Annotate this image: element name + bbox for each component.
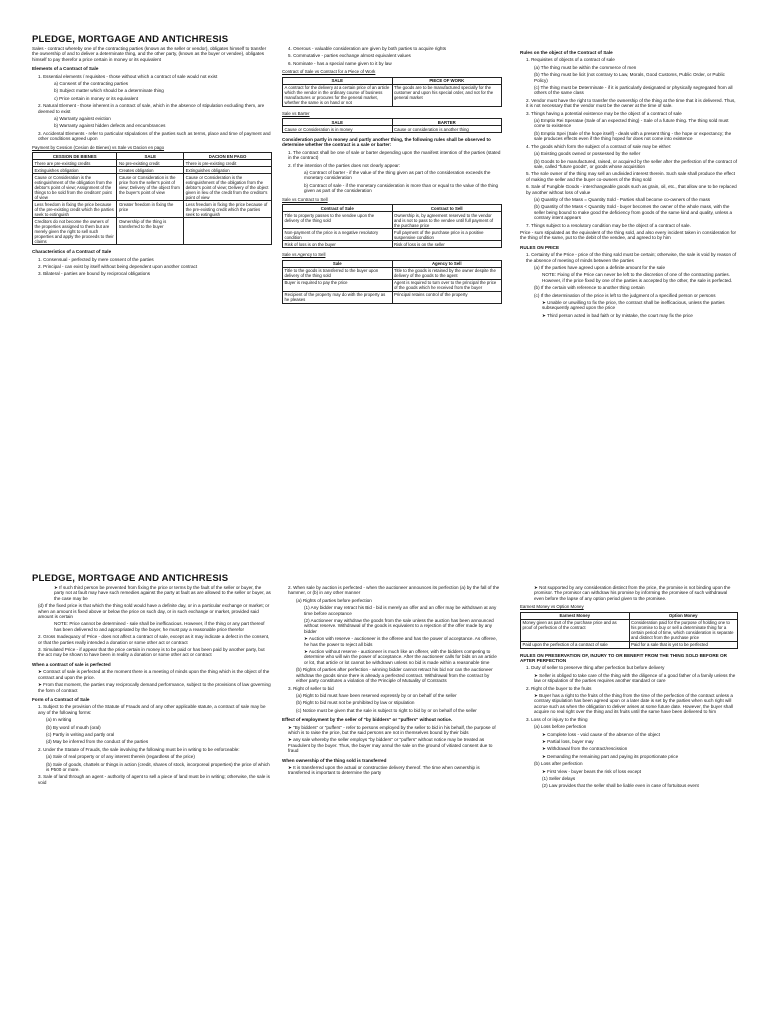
list-item: (a) Loss before perfection	[534, 724, 587, 730]
list-item: (c) Notice must be given that the sale is subject to right to bid by or on behalf of the seller	[296, 707, 477, 713]
list-item: 3. Right of seller to bid	[288, 685, 334, 691]
table-header-cell: SALE	[117, 153, 184, 160]
list-item: (d) If the fixed price is that which the thing sold would have a definite day, or in a particular exchange or market; or when an amount is fixed above or below the price on such day, or in such exchange or market, provided said amount is certain	[38, 603, 270, 620]
table-cell: Title to property passes to the vendee upon the delivery of the thing sold	[283, 212, 393, 229]
table-row	[283, 279, 502, 291]
table-cell: Extinguishes obligation	[33, 167, 117, 174]
page-title: PLEDGE, MORTGAGE AND ANTICHRESIS	[32, 573, 229, 584]
table-header-cell: BARTER	[392, 119, 502, 126]
list-item: 3. Things having a potential existence may be the object of a contract of sale	[526, 110, 682, 116]
table-row	[33, 218, 272, 245]
list-item: 2. Gross Inadequacy of Price - does not affect a contract of sale, except as it may indicate a defect in the consent, or that the parties really intended a donation or some other act or contract	[38, 634, 270, 645]
list-item: 1. Duty of seller to preserve thing after perfection but before delivery	[526, 665, 665, 671]
document-page-1	[0, 0, 768, 500]
table-caption: Sale vs Contract to Sell	[282, 196, 328, 202]
list-item: (b) By word of mouth (oral)	[46, 724, 101, 730]
table-header-cell: Earnest Money	[521, 612, 630, 619]
table-header-cell: PIECE OF WORK	[392, 77, 502, 84]
sale-vs-contract-to-sell-table	[282, 204, 502, 248]
table-row	[283, 267, 502, 279]
list-item: 1. Subject to the provision of the Statute of Frauds and of any other applicable statute, a contract of sale may be any of the following forms:	[38, 704, 266, 715]
list-item: (b) Sale of goods, chattels or things in action (credit, shares of stock, incorporeal properties) the price of which is P500 or more.	[46, 761, 270, 772]
list-item: ➤ From that moment, the parties may reciprocally demand performance, subject to the provisions of law governing the form of contract	[38, 682, 271, 693]
section-heading: Elements of a Contract of Sale	[32, 66, 99, 72]
list-item: ➤ Auction without reserve - auctioneer is much like an offerer, with the bidders competing to determine who will win the power of acceptance. After the auctioneer calls for bids on an article or lot, that article or lot cannot be withdrawn unless no bid is made within a reasonable time	[304, 649, 497, 665]
list-item: 6. Sale of Fungible Goods - interchangeable goods such as grain, oil, etc., that allow one to be replaced by another without loss of value	[526, 184, 737, 195]
table-header-cell: Contract to Sell	[392, 205, 502, 212]
list-item: ➤ If such third person be prevented from fixing the price or terms by the fault of the seller or buyer, the party not at fault may have such remedies against the party at fault as are allowed to the seller or buyer, as the case may be	[54, 585, 271, 601]
table-row	[283, 291, 502, 303]
list-item: (2) Auctioneer may withdraw the goods from the sale unless the auction has been announced without reserve. Withdrawal of the goods is equivalent to a rejection of the offer made by any bidder	[304, 618, 494, 634]
table-header-cell: SALE	[283, 119, 393, 126]
list-item: ➤ Seller is obliged to take care of the thing with the diligence of a good father of a family unless the law or stipulation of the parties requires another standard or care	[534, 672, 736, 684]
list-item: ➤ It is transferred upon the actual or constructive delivery thereof. The time when ownership is transferred is important to determine the party	[288, 764, 480, 776]
list-item: (c) The thing must be Determinate - if it is particularly designated or physically segregated from all others of the same class	[534, 85, 733, 96]
section-heading: Effect of employment by the seller of "by bidders" or "puffers" without notice.	[282, 717, 453, 723]
section-heading: Rules on the object of the Contract of Sale	[520, 50, 613, 55]
list-item: (1) Any bidder may retract his Bid - bid is merely an offer and an offer may be withdrawn at any time before acceptance	[304, 605, 497, 616]
table-cell: Money given as part of the purchase price and as proof of perfection of the contract	[521, 619, 630, 641]
table-cell: Principal retains control of the property	[392, 291, 502, 303]
list-item: (b) Goods to be manufactured, raised, or acquired by the seller after the perfection of the contract of sale, called "future goods", or goods whose acquisition	[534, 158, 738, 169]
list-item: 6. Nominate - has a special name given to it by law	[288, 60, 392, 66]
paragraph: Consideration partly in money and partly another thing, the following rules shall be observed to determine whether the contract is a sale or barter:	[282, 137, 491, 148]
list-item: ➤ Unable or unwilling to fix the price, the contract shall be inefficacious, unless the parties subsequently agreed upon the price	[542, 300, 725, 311]
list-item: 3. Accidental Elements - refer to particular stipulations of the parties such as terms, place and time of payment and other conditions agreed upon	[38, 130, 271, 142]
section-heading: Form of a Contract of Sale	[32, 696, 90, 702]
column-3	[520, 46, 738, 500]
list-item: 1. Requisites of objects of a contract of sale	[526, 57, 615, 63]
list-item: (b) Loss after perfection	[534, 761, 583, 767]
list-item: a) Warranty against eviction	[54, 116, 111, 122]
section-heading: RULES ON PRICE	[520, 244, 560, 250]
list-item: (b) Emptio Spei (Sale of the hope itself) - deals with a present thing - the hope or expectancy; the sale produces effects even if the thing hoped for does not come into existence	[534, 130, 732, 142]
table-cell: Less freedom in fixing the price because of the pre-existing credit which the parties seek to extinguish	[33, 201, 117, 218]
column-2	[282, 46, 502, 500]
table-row	[283, 212, 502, 229]
table-cell: Greater freedom in fixing the price	[117, 201, 184, 218]
list-item: 7. Things subject to a resolutory condition may be the object of a contract of sale.	[526, 222, 691, 228]
list-item: 2. Under the Statute of Frauds, the sale involving the following must be in writing to be enforceable:	[38, 746, 240, 752]
list-item: c) Price certain in money or its equivalent	[54, 95, 138, 101]
list-item: ➤ Auction with reserve - auctioneer is the offeree and has the power of acceptance. As offeree, he has the power to reject all bids	[304, 636, 497, 647]
sales-definition: Sales - contract whereby one of the contracting parties (known as the seller or vendor), obligates himself to transfer the ownership of and to deliver a determinate thing, and the other party, (known as the buyer or vendee), obligates himself to pay therefor a price certain in money or its equivalent	[32, 46, 267, 62]
list-item: a) Contract of barter - if the value of the thing given as part of the consideration exceeds the monetary consideration	[304, 170, 491, 181]
table-cell: Less freedom in fixing the price because of the pre-existing credit which the parties seek to extinguish	[184, 201, 272, 218]
table-header-cell: DACION EN PAGO	[184, 153, 272, 160]
list-item: 2. Natural Element - those inherent in a contract of sale, which in the absence of stipulation excluding them, are deemed to exist	[38, 103, 265, 114]
list-item: 3. Sale of land through an agent - authority of agent to sell a piece of land must be in writing; otherwise, the sale is void	[38, 774, 270, 785]
list-item: ➤ "By bidders" or "puffers" - refer to persons employed by the seller to bid in his behalf, the purpose of which is to raise the price, but the said persons are not in themselves bound by their bids	[288, 724, 496, 735]
table-row	[283, 84, 502, 106]
list-item: (a) Right to bid must have been reserved expressly by or on behalf of the seller	[296, 692, 457, 698]
table-cell: Risk of loss is on the seller	[392, 241, 502, 248]
table-row	[521, 619, 738, 641]
list-item: 2. If the intention of the parties does not clearly appear:	[288, 162, 401, 168]
table-caption: Contract of Sale vs Contract for a Piece of Work	[282, 69, 376, 75]
list-item: ➤ Contract of sale is perfected at the moment there is a meeting of minds upon the thing which is the object of the contract and upon the price.	[38, 669, 270, 680]
list-item: (a) Rights of parties before perfection	[296, 597, 372, 603]
column-3	[520, 585, 738, 1024]
column-1	[32, 46, 272, 500]
table-header-cell: Contract of Sale	[283, 205, 393, 212]
table-cell: Paid for a sale that is yet to be perfected	[629, 641, 738, 648]
table-cell: The goods are to be manufactured specially for the customer and upon his special order, and not for the general market	[392, 84, 502, 106]
table-row	[283, 229, 502, 241]
list-item: (b) If the certain with reference to another thing certain	[534, 285, 645, 291]
list-item: (b) Quantity of the Mass < Quantity Sold - buyer becomes the owner of the whole mass, with the seller being bound to make good the deficiency from goods of the same kind and quality, unless a contrary intent appears	[534, 204, 733, 221]
table-cell: Agent is required to turn over to the principal the price of the goods which he received from the buyer	[392, 279, 502, 291]
list-item: 4. Onerous - valuable consideration are given by both parties to acquire rights	[288, 46, 447, 51]
list-item: 2. When sale by auction is perfected - when the auctioneer announces its perfection (a) by the fall of the hammer, or (b) in any other manner	[288, 585, 500, 596]
list-item: 1. The contract shall be one of sale or barter depending upon the manifest intention of the parties (stated in the contract)	[288, 149, 501, 161]
list-item: 3. Loss of or injury to the thing	[526, 716, 588, 722]
table-cell: Cause or Consideration is the extinguishment of the obligation from the debtor's point of view; Delivery of the object given in lieu of the credit from the creditor's point of view	[184, 174, 272, 201]
table-cell: Cause or Consideration is in money	[283, 126, 393, 133]
list-item: (a) Sale of real property or of any interest therein (regardless of the price)	[46, 754, 195, 760]
table-cell: There is pre-existing credit	[184, 160, 272, 167]
list-item: (a) Emptio Rei Speratae (Sale of an expected thing) - Sale of a future thing. The thing sold must come to existence	[534, 118, 729, 129]
list-item: ➤ any sale whereby the seller employs "by bidders" or "puffers" without notice may be treated as Fraudulent by the buyer. Thus, the buyer may annul the sale on the ground of vitiated consent due to fraud	[288, 737, 493, 754]
list-item: 1. Consensual - perfected by mere consent of the parties	[38, 256, 154, 262]
table-cell: Recipient of the property may do with the property as he pleases	[283, 291, 393, 303]
list-item: ➤ Partial loss, buyer may	[542, 738, 594, 744]
table-cell: No pre-existing credit	[117, 160, 184, 167]
list-item: (a) In writing	[46, 717, 72, 723]
table-row	[283, 241, 502, 248]
list-item: (2) Law provides that the seller shall be liable even in case of fortuitous event	[542, 783, 699, 789]
earnest-vs-option-money-table	[520, 612, 738, 649]
list-item: 5. The sole owner of the thing may sell an undivided interest therein. Such sale shall produce the effect of making the seller and the buyer co-owners of the thing sold	[526, 171, 735, 182]
table-cell: Consideration paid for the purpose of holding one to his promise to buy or sell a determinate thing for a certain period of time, which consideration is separate and distinct from the purchase price	[629, 619, 738, 641]
list-item: 1. Essential elements / requisites - those without which a contract of sale would not exist	[38, 73, 218, 79]
table-cell: Creates obligation	[117, 167, 184, 174]
list-item: 4. The goods which form the subject of a contract of sale may be either:	[526, 143, 672, 149]
note: NOTE: Fixing of the Price can never be left to the discretion of one of the contracting parties. However, if the price fixed by one of the parties is accepted by the other, the sale is perfected.	[542, 272, 733, 283]
sale-vs-barter-table	[282, 118, 502, 133]
table-row	[33, 167, 272, 174]
list-item: 1. Certainty of the Price - price of the thing sold must be certain; otherwise, the sale is void by reason of the absence of meeting of minds between the parties	[526, 252, 737, 263]
list-item: 3. Bilateral - parties are bound by reciprocal obligations	[38, 271, 151, 277]
list-item: 2. Right of the buyer to the fruits	[526, 685, 592, 691]
table-cell: Risk of loss is on the buyer	[283, 241, 393, 248]
list-item: (d) May be inferred from the conduct of the parties	[46, 739, 149, 745]
table-row	[33, 160, 272, 167]
table-caption: Payment by Cession (Cesion de Bienes) vs Sale vs Dacion en pago	[32, 144, 165, 150]
table-cell: Ownership is, by agreement reserved to the vendor and is not to pass to the vendee until full payment of the purchase price	[392, 212, 502, 229]
table-cell	[184, 218, 272, 245]
list-item: 3. Simulated Price - if appear that the price certain in money is to be paid or has been paid by another party, but the act may be shown to have been in reality a donation or some other act or contract	[38, 647, 265, 658]
list-item: ➤ Complete loss - void cause of the absence of the object	[542, 731, 660, 737]
list-item: (c) If the determination of the price is left to the judgment of a specified person or persons	[534, 292, 716, 298]
list-item: a) Consent of the contracting parties	[54, 81, 129, 87]
list-item: (1) Seller delays	[542, 775, 576, 781]
list-item: ➤ Demanding the remaining part and paying its proportionate price	[542, 753, 679, 759]
table-cell: Extinguishes obligation	[184, 167, 272, 174]
list-item: ➤ Third person acted in bad faith or by mistake, the court may fix the price	[542, 312, 693, 318]
list-item: (a) If the parties have agreed upon a definite amount for the sale	[534, 265, 666, 270]
column-2	[282, 585, 502, 1024]
page-title: PLEDGE, MORTGAGE AND ANTICHRESIS	[32, 34, 229, 45]
column-1	[32, 585, 272, 1024]
list-item: (a) Existing goods owned or possessed by the seller	[534, 151, 641, 157]
price-definition: Price - sum stipulated as the equivalent of the thing sold, and also every incident taken in consideration for the thing of the same, put to the debit of the vendee, and agreed to by him	[520, 229, 737, 241]
section-heading: When a contract of sale is perfected	[32, 661, 111, 667]
list-item: (b) Right to bid must not be prohibited by law or stipulation	[296, 700, 415, 706]
table-cell: Buyer is required to pay the price	[283, 279, 393, 291]
table-cell: Title to the goods is retained by the owner despite the delivery of the goods to the agent	[392, 267, 502, 279]
table-header-cell: Option Money	[629, 612, 738, 619]
list-item: b) Warranty against hidden defects and encumbrances	[54, 123, 166, 129]
table-header-cell: Sale	[283, 260, 393, 267]
list-item: (a) The thing must be within the commerce of men	[534, 64, 637, 70]
table-caption: Earnest Money vs Option Money	[520, 604, 584, 610]
table-cell: Cause or consideration is another thing	[392, 126, 502, 133]
table-cell: Cause or Consideration is the price from the seller's point of view; Delivery of the object from the buyer's point of view	[117, 174, 184, 201]
list-item: (b) Rights of parties after perfection - winning bidder cannot retract his bid nor can the auctioneer withdraw the goods since there is already a perfected contract. Withdrawal from the contract by either party constitutes a violation of the Principle of Mutuality of Contracts	[296, 667, 493, 684]
sale-vs-piece-of-work-table	[282, 77, 502, 107]
table-row	[33, 201, 272, 218]
note: NOTE: Price cannot be determined - sale shall be inefficacious. However, if the thing or any part thereof has been delivered to and appropriated by the buyer, he must pay a reasonable price therefor	[54, 621, 265, 632]
list-item: (b) The thing must be licit (not contrary to Law, Morals, Good Customs, Public Order, or Public Policy)	[534, 72, 725, 83]
list-item: (c) Partly in writing and partly oral	[46, 731, 115, 737]
table-cell: Non-payment of the price is a negative resolutory condition	[283, 229, 393, 241]
section-heading: Characteristics of a Contract of Sale	[32, 249, 112, 255]
table-row	[33, 174, 272, 201]
table-cell: Title to the goods is transferred to the buyer upon delivery of the thing sold	[283, 267, 393, 279]
list-item: 2. Principal - can exist by itself without being dependent upon another contract	[38, 263, 198, 269]
list-item: ➤ Not supported by any consideration distinct from the price, the promise is not binding upon the promisor. The promisor can withdraw his promise by informing the promisee of such withdrawal even before the lapse of any option period given to the promisee.	[534, 585, 731, 601]
table-caption: Sale vs Agency to Sell	[282, 252, 326, 258]
table-cell: There are pre-existing credits	[33, 160, 117, 167]
sale-vs-agency-table	[282, 260, 502, 304]
list-item: (a) Quantity of the Mass = Quantity Sold - Parties shall become co-owners of the mass	[534, 196, 711, 202]
list-item: b) Contract of sale - if the monetary consideration is more than or equal to the value of the thing given as part of the consideration	[304, 182, 499, 194]
table-cell: Creditors do not become the owners of the properties assigned to them but are merely given the right to sell such properties and apply the proceeds to their claims	[33, 218, 117, 245]
section-heading: RULES ON PRESERVATION OF, INJURY TO OR BENEFIT FROM THE THING SOLD BEFORE OR AFTER PERFECTION	[520, 652, 727, 664]
table-cell: Ownership of the thing is transferred to the buyer	[117, 218, 184, 245]
table-cell: Full payment of the purchase price is a positive suspensive condition	[392, 229, 502, 241]
table-header-cell: CESSION DE BIENES	[33, 153, 117, 160]
table-cell: Paid upon the perfection of a contract of sale	[521, 641, 630, 648]
table-cell: A contract for the delivery at a certain price of an article which the vendor in the ordinary course of business manufactures or procures for the general market, whether the same is on hand or not	[283, 84, 393, 106]
table-header-cell: Agency to Sell	[392, 260, 502, 267]
cession-sale-dacion-table	[32, 152, 272, 245]
list-item: b) Subject matter which should be a determinate thing	[54, 88, 164, 94]
table-header-cell: SALE	[283, 77, 393, 84]
section-heading: When ownership of the thing sold is transferred	[282, 757, 387, 763]
list-item: ➤ First View - buyer bears the risk of loss except	[542, 768, 641, 774]
list-item: ➤ Withdrawal from the contract/rescission	[542, 746, 628, 752]
list-item: 5. Commutative - parties exchange almost equivalent values	[288, 53, 411, 59]
document-page-2	[0, 524, 768, 1024]
table-row	[521, 641, 738, 648]
table-caption: Sale vs Barter	[282, 110, 310, 116]
list-item: ➤ Buyer has a right to the fruits of the thing from the time of the perfection of the contract unless a contrary stipulation has been agreed upon or a later date is set by the parties when such right will accrue such as when the obligation to deliver arises at some future date. However, the buyer shall acquire no real right over the thing and its fruits until the same have been delivered to him	[534, 693, 733, 715]
list-item: 2. Vendor must have the right to transfer the ownership of the thing at the time that it is delivered. Thus, it is not necessary that the vendor must be the owner at the time of sale.	[526, 97, 736, 109]
table-cell: Cause or Consideration is the extinguishment of the obligation from the debtor's point of view; Assignment of the things to be sold from the creditors' point of view	[33, 174, 117, 201]
table-row	[283, 126, 502, 133]
